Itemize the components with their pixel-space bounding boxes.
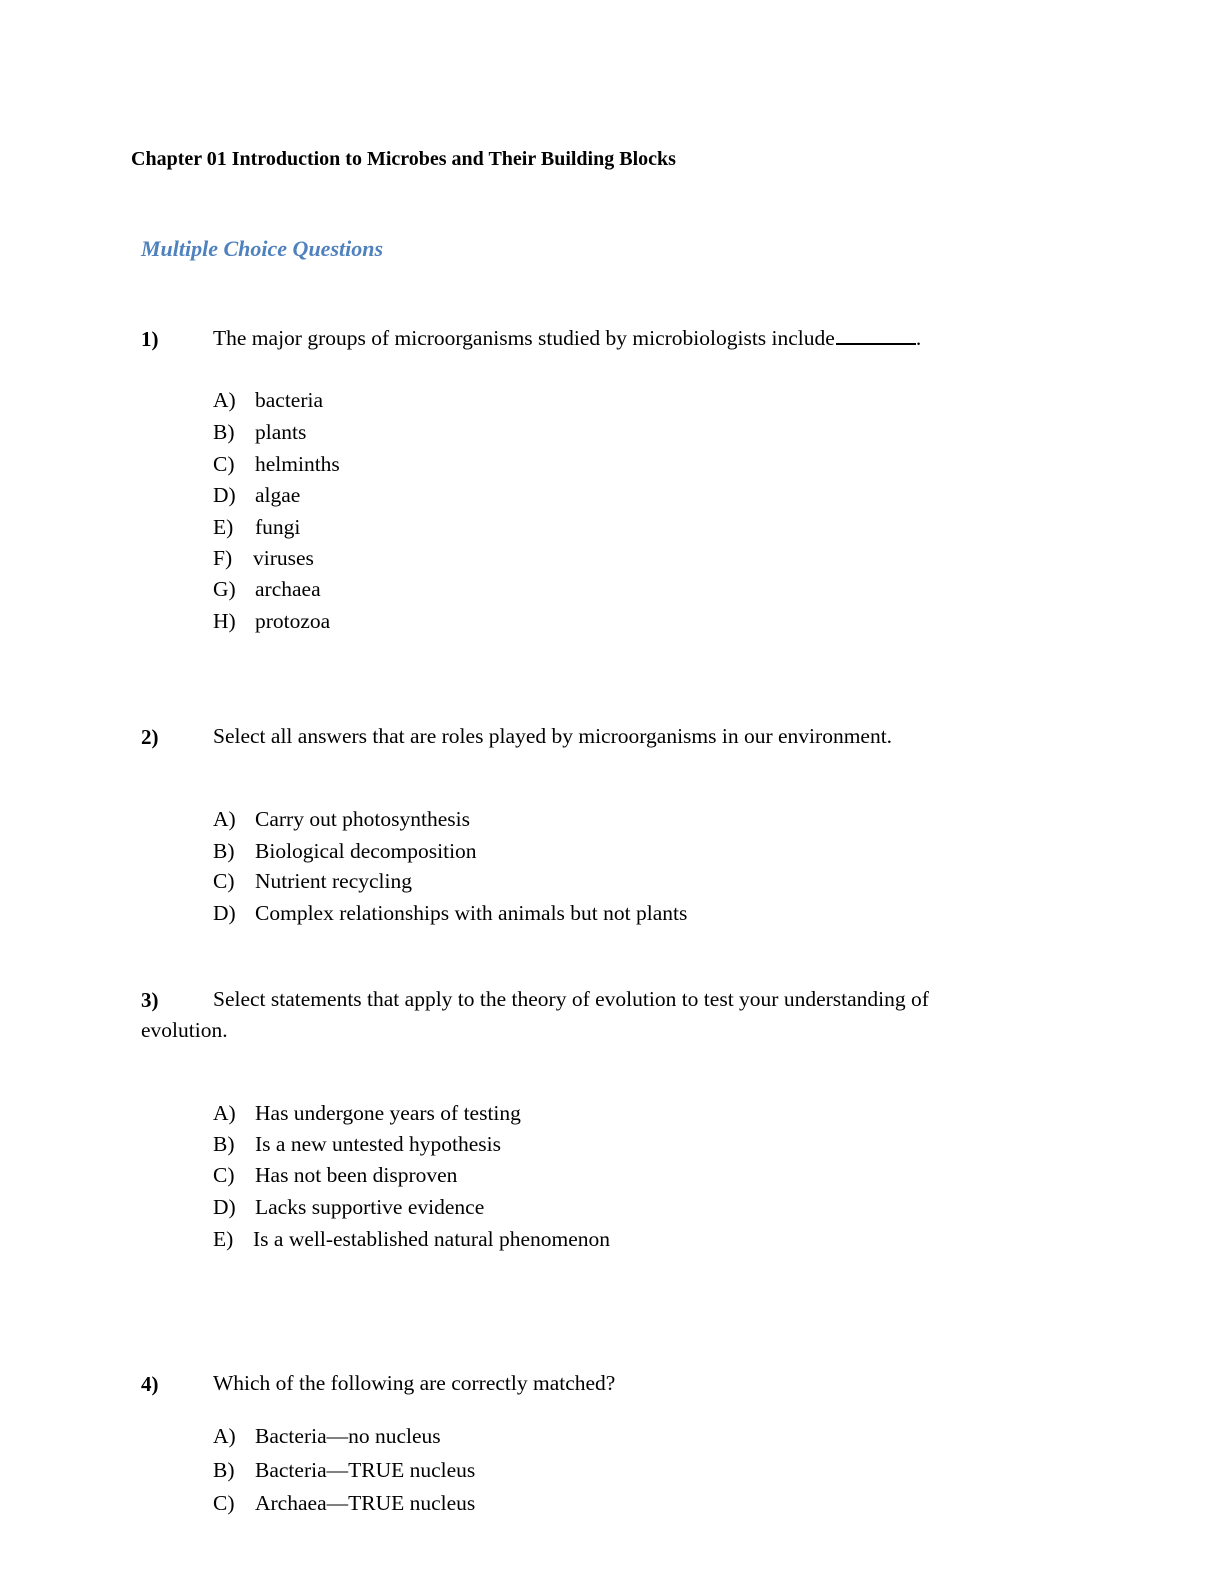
option bbox=[213, 901, 687, 926]
option-label: C) bbox=[213, 1163, 235, 1187]
option-label: G) bbox=[213, 577, 236, 601]
question-stem: The major groups of microorganisms studied by microbiologists include bbox=[213, 326, 835, 350]
option bbox=[213, 1424, 441, 1449]
option bbox=[213, 1491, 475, 1516]
option-label: A) bbox=[213, 1101, 236, 1125]
section-heading: Multiple Choice Questions bbox=[141, 236, 384, 261]
option-text: Lacks supportive evidence bbox=[255, 1195, 485, 1219]
option-text: Carry out photosynthesis bbox=[255, 807, 470, 831]
option-text: viruses bbox=[253, 546, 314, 570]
option-text: fungi bbox=[255, 515, 301, 539]
option bbox=[213, 1163, 457, 1188]
option-label: E) bbox=[213, 515, 234, 539]
option-text: plants bbox=[255, 420, 307, 444]
option-text: bacteria bbox=[255, 388, 324, 412]
option-label: D) bbox=[213, 901, 236, 925]
question-text bbox=[213, 326, 921, 351]
option-label: C) bbox=[213, 869, 235, 893]
option-label: B) bbox=[213, 1132, 235, 1156]
option-text: Bacteria—TRUE nucleus bbox=[255, 1458, 476, 1482]
option bbox=[213, 1101, 521, 1126]
answer-blank bbox=[836, 342, 916, 345]
option bbox=[213, 1195, 484, 1220]
question-text: Select all answers that are roles played by microorganisms in our environment. bbox=[213, 724, 893, 748]
option bbox=[213, 1458, 475, 1483]
option bbox=[213, 1132, 501, 1157]
question-number: 2) bbox=[141, 725, 159, 749]
option-text: Complex relationships with animals but not plants bbox=[255, 901, 688, 925]
question-stem-end: . bbox=[915, 326, 922, 350]
option-text: helminths bbox=[255, 452, 340, 476]
option-label: D) bbox=[213, 1195, 236, 1219]
option bbox=[213, 420, 306, 445]
option bbox=[213, 452, 340, 477]
option bbox=[213, 546, 314, 571]
chapter-title: Chapter 01 Introduction to Microbes and Their Building Blocks bbox=[131, 148, 676, 170]
option bbox=[213, 807, 470, 832]
option-label: H) bbox=[213, 609, 236, 633]
option bbox=[213, 869, 412, 894]
option-text: Has undergone years of testing bbox=[255, 1101, 521, 1125]
option-label: E) bbox=[213, 1227, 234, 1251]
option-text: algae bbox=[255, 483, 301, 507]
question-text-continued: evolution. bbox=[141, 1018, 228, 1042]
question-number: 4) bbox=[141, 1372, 159, 1396]
option-text: Biological decomposition bbox=[255, 839, 477, 863]
option bbox=[213, 388, 323, 413]
option-label: B) bbox=[213, 839, 235, 863]
option-label: D) bbox=[213, 483, 236, 507]
option-label: A) bbox=[213, 807, 236, 831]
option-label: A) bbox=[213, 1424, 236, 1448]
option-text: Is a new untested hypothesis bbox=[255, 1132, 502, 1156]
question-number: 3) bbox=[141, 988, 159, 1012]
option-text: protozoa bbox=[255, 609, 331, 633]
option-label: C) bbox=[213, 452, 235, 476]
option bbox=[213, 609, 330, 634]
option-text: Nutrient recycling bbox=[255, 869, 413, 893]
option-label: F) bbox=[213, 546, 233, 570]
option-label: C) bbox=[213, 1491, 235, 1515]
option-label: A) bbox=[213, 388, 236, 412]
option-text: Archaea—TRUE nucleus bbox=[255, 1491, 476, 1515]
option-label: B) bbox=[213, 1458, 235, 1482]
option-text: archaea bbox=[255, 577, 321, 601]
option-text: Has not been disproven bbox=[255, 1163, 458, 1187]
option bbox=[213, 515, 300, 540]
option bbox=[213, 577, 321, 602]
question-text: Which of the following are correctly matched? bbox=[213, 1371, 616, 1395]
option-label: B) bbox=[213, 420, 235, 444]
option bbox=[213, 1227, 610, 1252]
question-text: Select statements that apply to the theory of evolution to test your understanding of bbox=[213, 987, 929, 1011]
question-number: 1) bbox=[141, 327, 159, 351]
option bbox=[213, 483, 300, 508]
option-text: Bacteria—no nucleus bbox=[255, 1424, 441, 1448]
option-text: Is a well-established natural phenomenon bbox=[253, 1227, 611, 1251]
option bbox=[213, 839, 477, 864]
